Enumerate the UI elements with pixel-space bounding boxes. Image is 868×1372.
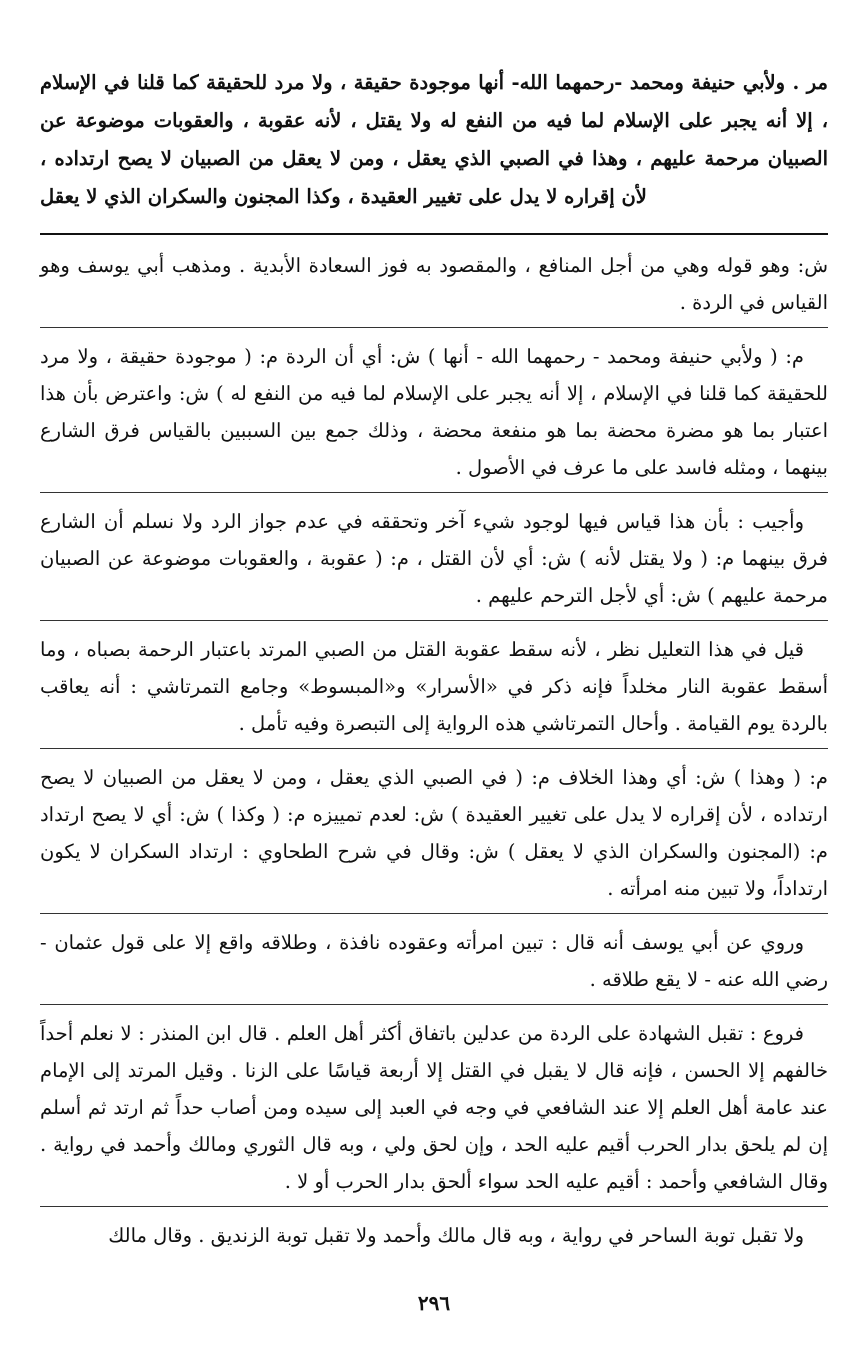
page-number: ٢٩٦ <box>417 1291 451 1315</box>
sharh-paragraph: وأجيب : بأن هذا قياس فيها لوجود شيء آخر وتحققه في عدم جواز الرد ولا نسلم أن الشارع فرق بينهما م: ( ولا يقتل لأنه ) ش: أي لأن القتل ، م: ( عقوبة ، والعقوبات موضوعة عن الصبيان مرحمة عليهم ) ش: أي لأجل الترحم عليهم . <box>40 503 828 621</box>
sharh-paragraph: ش: وهو قوله وهي من أجل المنافع ، والمقصود به فوز السعادة الأبدية . ومذهب أبي يوسف وهو القياس في الردة . <box>40 247 828 328</box>
sharh-paragraph: م: ( ولأبي حنيفة ومحمد - رحمهما الله - أنها ) ش: أي أن الردة م: ( موجودة حقيقة ، ولا مرد للحقيقة كما قلنا في الإسلام ، إلا أنه يجبر على الإسلام لما فيه من النفع له ) ش: واعترض بأن هذا اعتبار بما هو مضرة محضة بما هو منفعة محضة ، وذلك جمع بين السببين بالقياس فرق الشارع بينهما ، ومثله فاسد على ما عرف في الأصول . <box>40 338 828 493</box>
separator-rule <box>40 233 828 235</box>
sharh-paragraph: م: ( وهذا ) ش: أي وهذا الخلاف م: ( في الصبي الذي يعقل ، ومن لا يعقل من الصبيان لا يصح ارتداده ، لأن إقراره لا يدل على تغيير العقيدة ) ش: لعدم تمييزه م: ( وكذا ) ش: أي لا يصح ارتداد م: (المجنون والسكران الذي لا يعقل ) ش: وقال في شرح الطحاوي : ارتداد السكران لا يكون ارتداداً، ولا تبين منه امرأته . <box>40 759 828 914</box>
page-content <box>40 64 828 1262</box>
matn-text-block <box>40 64 828 216</box>
sharh-paragraph: فروع : تقبل الشهادة على الردة من عدلين باتفاق أكثر أهل العلم . قال ابن المنذر : لا نعلم أحداً خالفهم إلا الحسن ، فإنه قال لا يقبل في القتل إلا أربعة قياسًا على الزنا . وقيل المرتد إلى الإمام عند عامة أهل العلم إلا عند الشافعي في وجه في العبد إلى سيده ومن أصاب حداً ثم ارتد ثم أسلم إن لم يلحق بدار الحرب أقيم عليه الحد ، وإن لحق ولي ، وبه قال الثوري ومالك وأحمد في رواية . وقال الشافعي وأحمد : أقيم عليه الحد سواء ألحق بدار الحرب أو لا . <box>40 1015 828 1207</box>
sharh-commentary-block <box>40 247 828 1254</box>
matn-paragraph: مر . ولأبي حنيفة ومحمد -رحمهما الله- أنها موجودة حقيقة ، ولا مرد للحقيقة كما قلنا في الإسلام ، إلا أنه يجبر على الإسلام لما فيه من النفع له ولا يقتل ، لأنه عقوبة ، والعقوبات موضوعة عن الصبيان مرحمة عليهم ، وهذا في الصبي الذي يعقل ، ومن لا يعقل من الصبيان لا يصح ارتداده ، لأن إقراره لا يدل على تغيير العقيدة ، وكذا المجنون والسكران الذي لا يعقل <box>40 71 828 208</box>
sharh-paragraph: وروي عن أبي يوسف أنه قال : تبين امرأته وعقوده نافذة ، وطلاقه واقع إلا على قول عثمان - رضي الله عنه - لا يقع طلاقه . <box>40 924 828 1005</box>
sharh-paragraph: ولا تقبل توبة الساحر في رواية ، وبه قال مالك وأحمد ولا تقبل توبة الزنديق . وقال مالك <box>108 1224 804 1247</box>
sharh-paragraph: قيل في هذا التعليل نظر ، لأنه سقط عقوبة القتل من الصبي المرتد باعتبار الرحمة بصباه ، وما أسقط عقوبة النار مخلداً فإنه ذكر في «الأسرار» و«المبسوط» وجامع التمرتاشي : أنه يعاقب بالردة يوم القيامة . وأحال التمرتاشي هذه الرواية إلى التبصرة وفيه تأمل . <box>40 631 828 749</box>
